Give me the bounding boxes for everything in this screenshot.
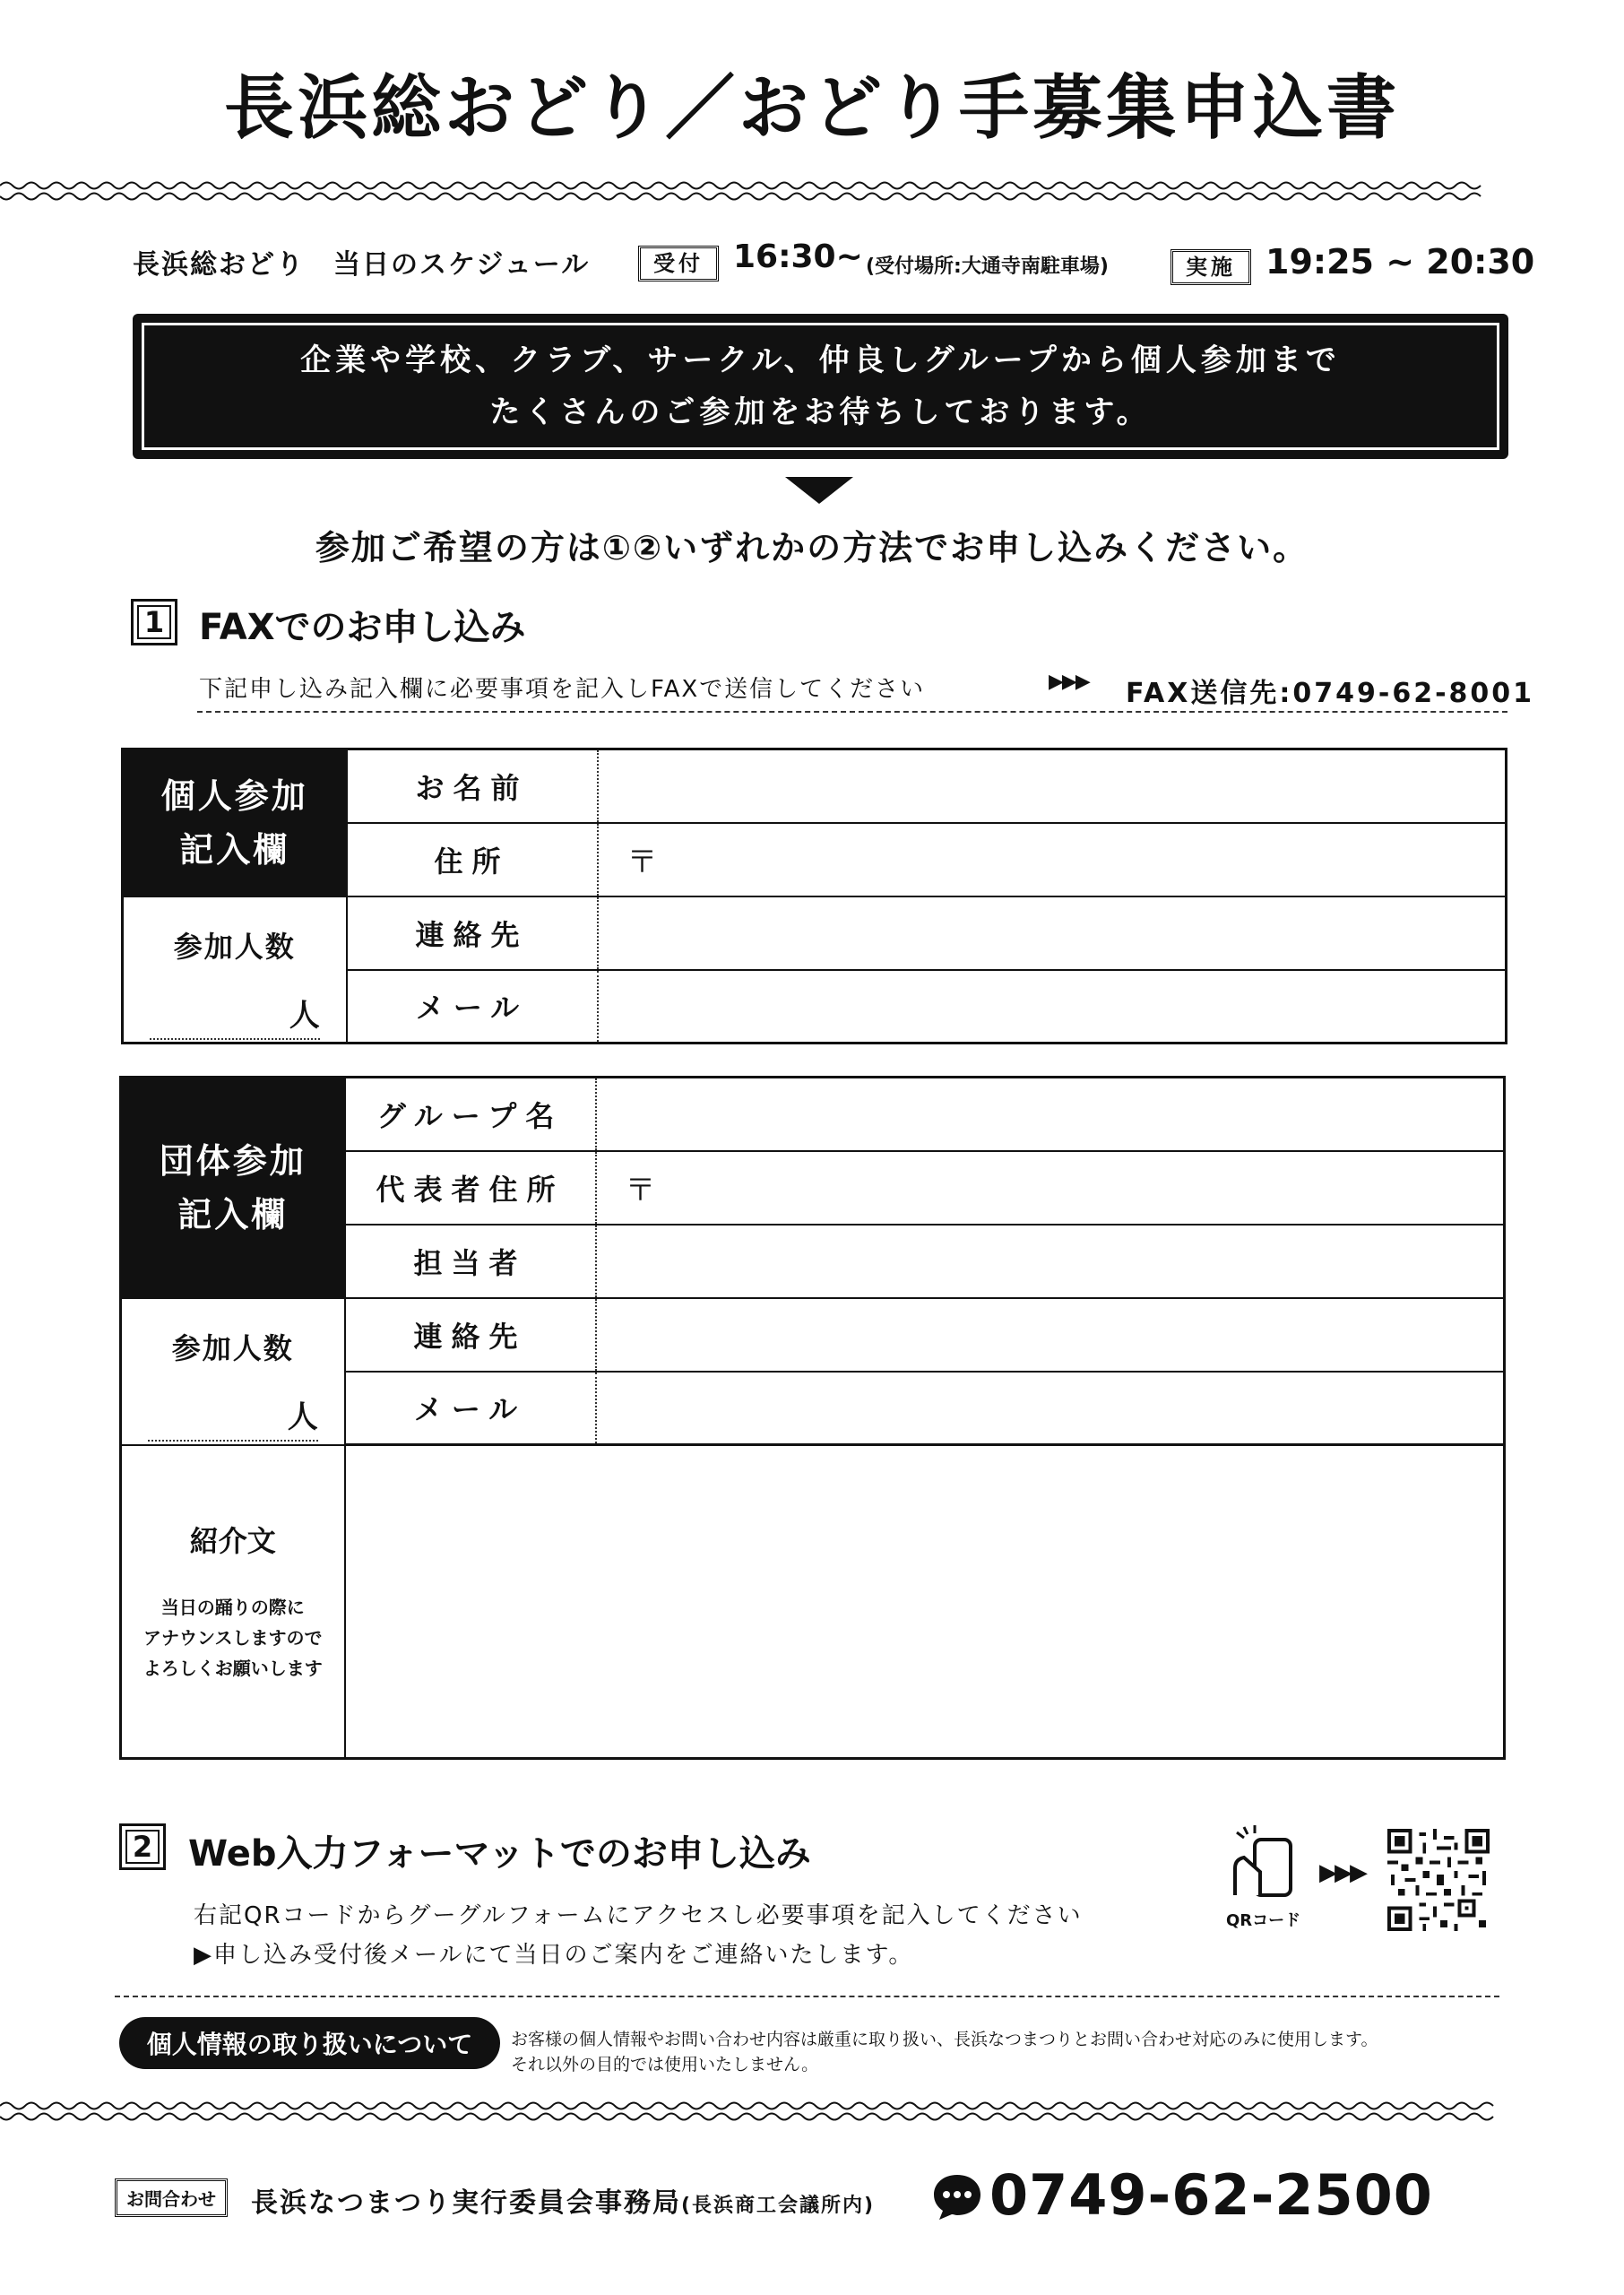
down-arrow-icon [785,477,853,504]
group-count-field[interactable]: 人 [148,1392,318,1442]
group-intro-label-cell [121,1445,345,1759]
contact-phone[interactable]: 0749-62-2500 [989,2162,1433,2228]
section-1-note: 下記申し込み記入欄に必要事項を記入しFAXで送信してください [199,676,926,703]
group-form-table [119,1076,1506,1760]
fax-arrows-icon: ▶▶▶ [1049,671,1089,693]
group-email-field[interactable] [596,1372,1505,1445]
group-rep-address-label: 代表者住所 [345,1151,596,1225]
privacy-line-2: それ以外の目的では使用いたしません。 [511,2055,819,2074]
group-intro-note-1: 当日の踊りの際に [160,1597,305,1619]
contact-organization-name: 長浜なつまつり実行委員会事務局 [251,2187,681,2219]
individual-email-label: メール [347,970,598,1044]
section-1-number: 1 [131,599,177,645]
individual-email-field[interactable] [598,970,1507,1044]
page-title: 長浜総おどり／おどり手募集申込書 [223,68,1400,149]
group-intro-field[interactable] [345,1445,1505,1759]
individual-contact-label: 連絡先 [347,896,598,970]
group-name-field[interactable] [596,1078,1505,1151]
qr-code[interactable] [1387,1829,1490,1931]
group-intro-note-2: アナウンスしますので [143,1627,323,1650]
group-email-label: メール [345,1372,596,1445]
section-2-line-1: 右記QRコードからグーグルフォームにアクセスし必要事項を記入してください [194,1902,1083,1929]
invitation-banner [133,314,1508,459]
qr-label: QRコード [1226,1911,1301,1930]
group-form-heading: 団体参加 記入欄 [121,1078,345,1298]
group-contact-field[interactable] [596,1298,1505,1372]
implementation-time: 19:25 ~ 20:30 [1266,242,1535,281]
top-wave-divider [0,178,1624,204]
individual-contact-field[interactable] [598,896,1507,970]
privacy-label: 個人情報の取り扱いについて [119,2017,500,2069]
hand-smartphone-icon [1228,1823,1309,1899]
section-2-number: 2 [119,1823,166,1870]
bottom-wave-divider [0,2098,1624,2125]
section-2-title: Web入力フォーマットでのお申し込み [188,1833,811,1875]
individual-form-heading: 個人参加 記入欄 [123,749,347,896]
contact-label: お問合わせ [115,2178,228,2217]
individual-name-field[interactable] [598,749,1507,823]
privacy-line-1: お客様の個人情報やお問い合わせ内容は厳重に取り扱い、長浜なつまつりとお問い合わせ対応のみに使用します。 [511,2030,1378,2049]
individual-form-table [121,748,1507,1044]
individual-count-field[interactable]: 人 [150,991,320,1040]
section-2-line-2: ▶申し込み受付後メールにて当日のご案内をご連絡いたします。 [194,1942,914,1969]
schedule-label: 長浜総おどり 当日のスケジュール [133,249,591,281]
group-name-label: グループ名 [345,1078,596,1151]
group-count-label: 参加人数 [171,1330,294,1365]
contact-organization-sub: (長浜商工会議所内) [681,2195,876,2217]
qr-arrows-icon: ▶▶▶ [1319,1859,1365,1886]
implementation-label: 実施 [1170,249,1251,285]
fax-number: FAX送信先:0749-62-8001 [1126,678,1535,709]
group-person-field[interactable] [596,1225,1505,1298]
section-1-divider [197,711,1507,713]
reception-place: (受付場所:大通寺南駐車場) [866,255,1109,278]
speech-bubble-phone-icon [930,2169,984,2223]
individual-count-cell [123,896,347,1044]
individual-count-label: 参加人数 [173,929,296,964]
group-contact-label: 連絡先 [345,1298,596,1372]
reception-label: 受付 [638,246,719,281]
reception-time: 16:30~ [733,238,863,275]
group-count-cell [121,1298,345,1445]
group-person-label: 担当者 [345,1225,596,1298]
banner-line-2: たくさんのご参加をお待ちしております。 [489,394,1152,430]
individual-address-field[interactable]: 〒 [598,823,1507,896]
group-intro-title: 紹介文 [189,1524,276,1559]
instruction-text: 参加ご希望の方は①②いずれかの方法でお申し込みください。 [315,528,1309,567]
group-rep-address-field[interactable]: 〒 [596,1151,1505,1225]
section-2-divider [115,1996,1499,1997]
group-intro-note-3: よろしくお願いします [143,1658,323,1680]
contact-organization [251,2180,875,2220]
individual-name-label: お名前 [347,749,598,823]
section-1-title: FAXでのお申し込み [199,607,526,648]
banner-line-1: 企業や学校、クラブ、サークル、仲良しグループから個人参加まで [300,342,1341,378]
individual-address-label: 住所 [347,823,598,896]
